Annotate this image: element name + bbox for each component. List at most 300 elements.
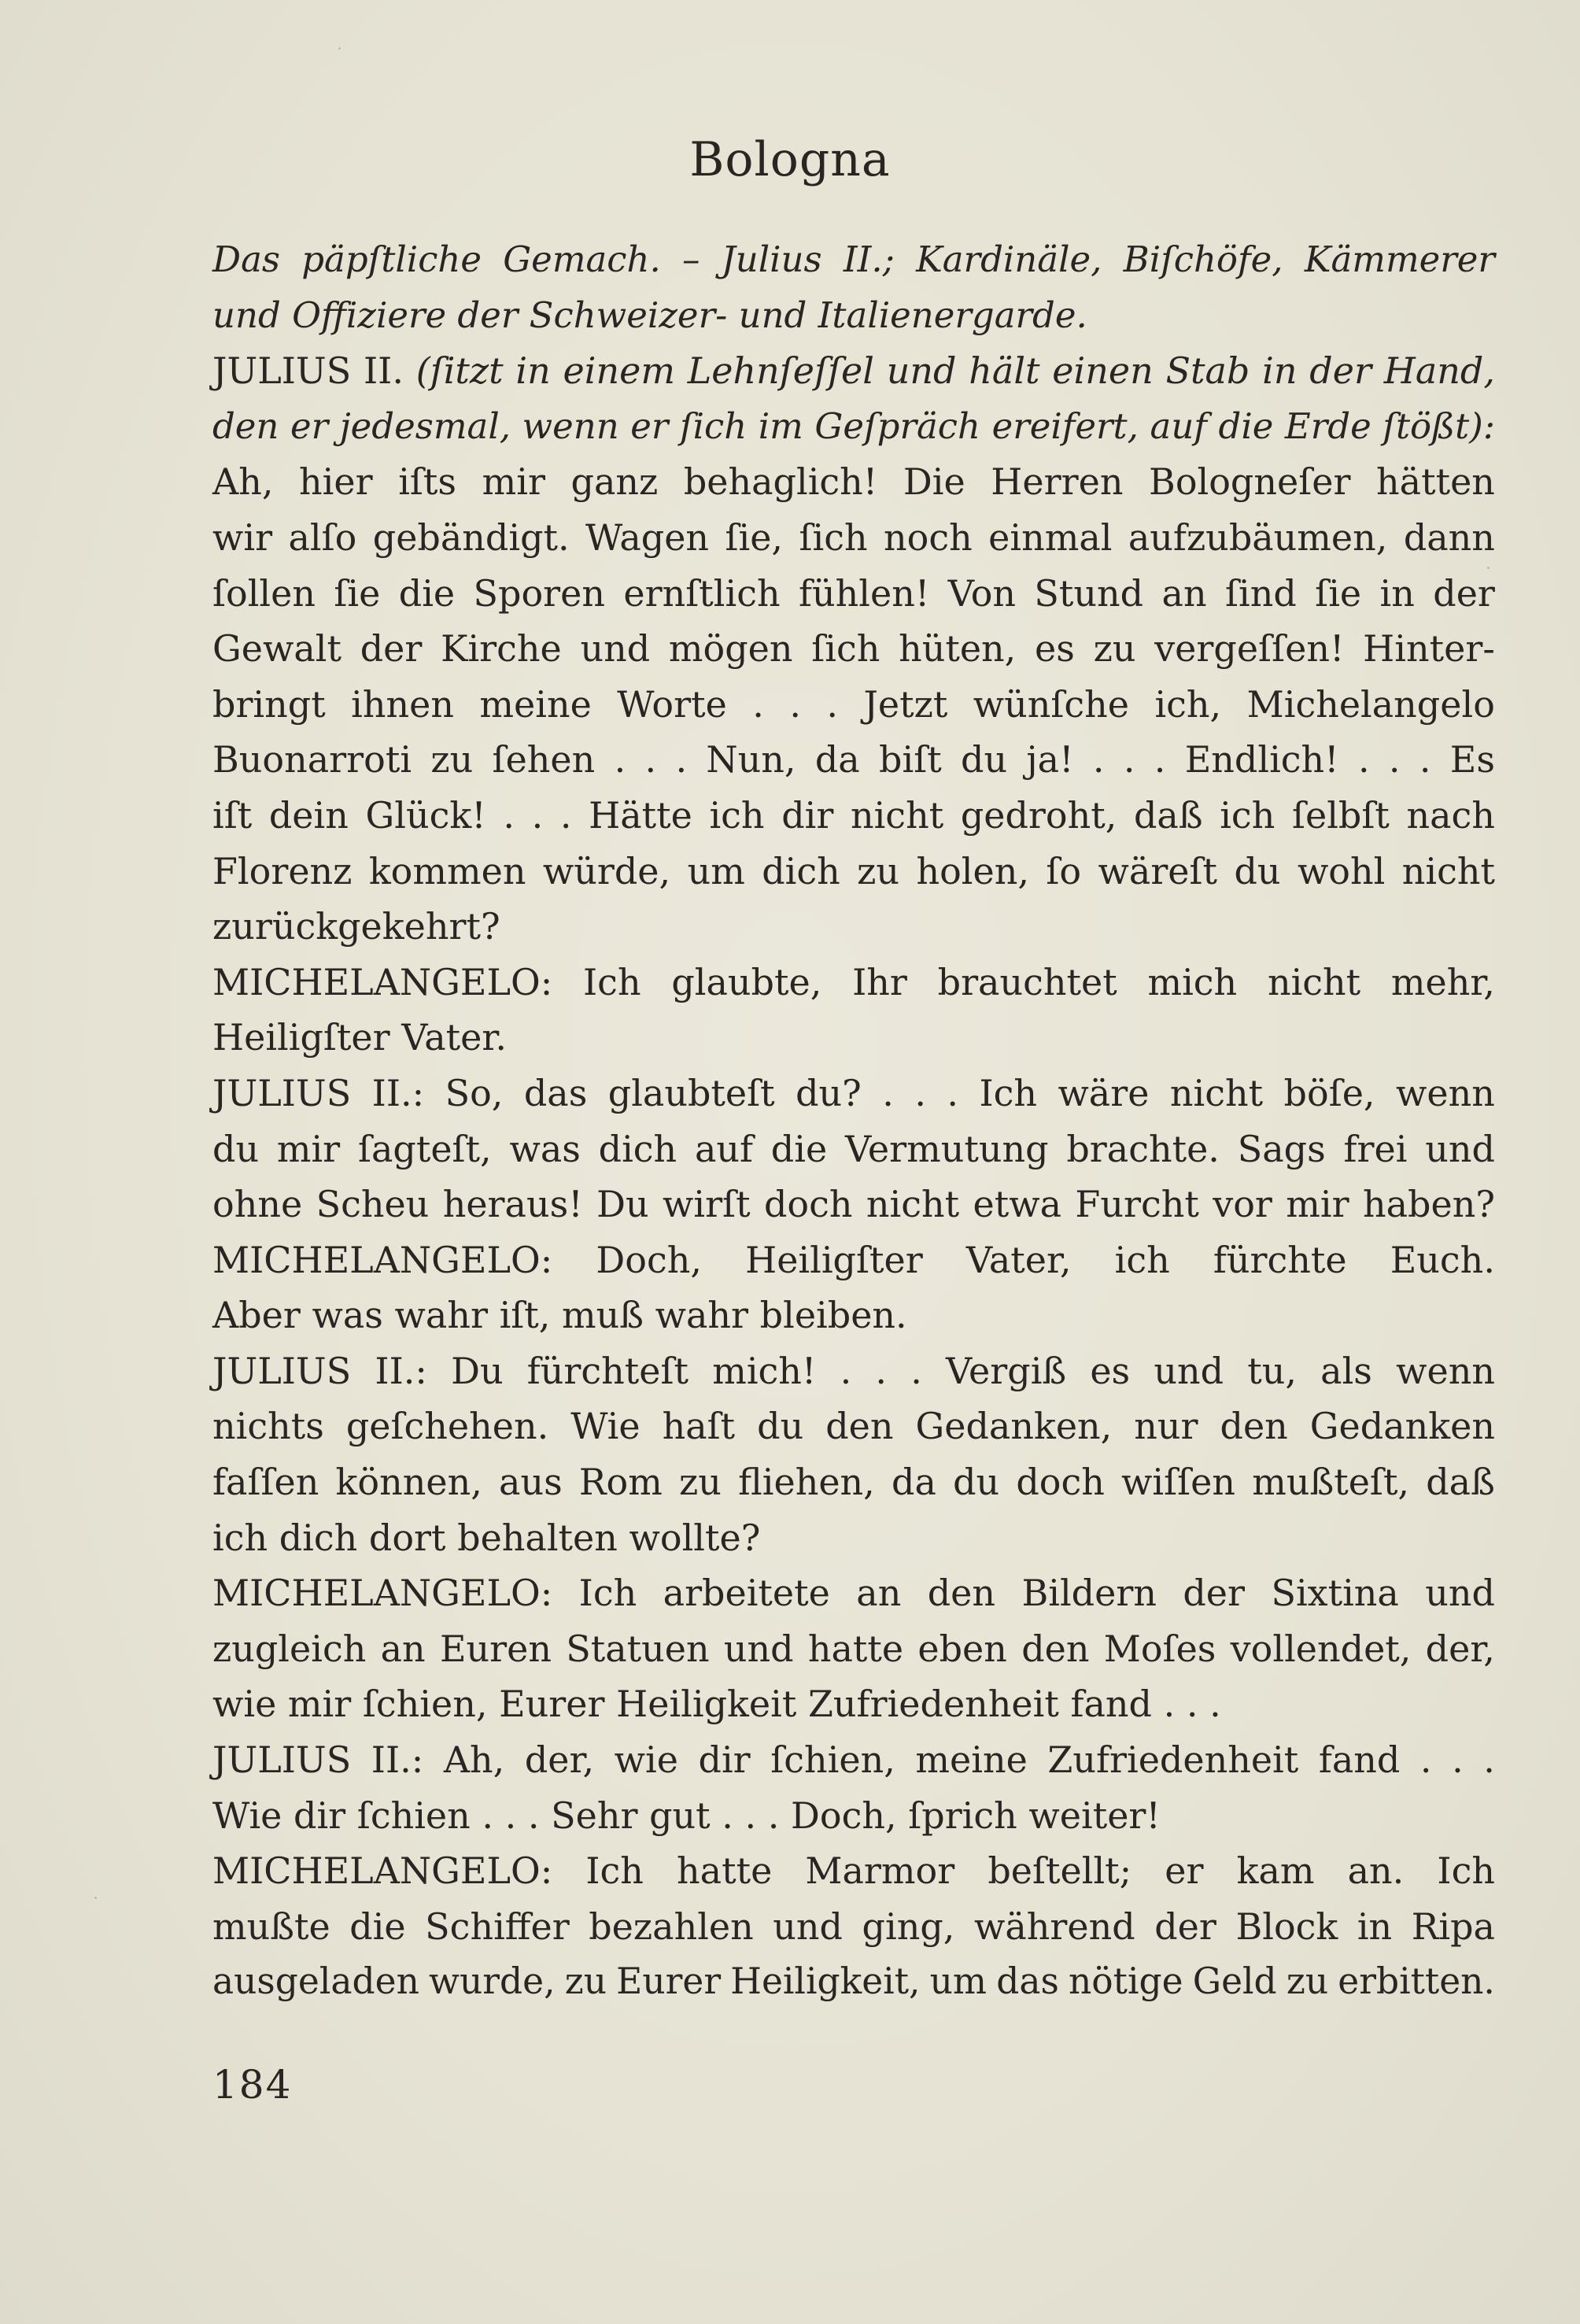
word: Das	[212, 238, 281, 280]
word: Gedanken	[1309, 1405, 1495, 1448]
word: wenn	[1396, 1349, 1495, 1392]
word: einen	[1052, 349, 1154, 393]
word: hier	[299, 460, 373, 504]
word: Zufriedenheit	[1047, 1738, 1299, 1782]
word: .	[840, 1349, 852, 1392]
line-text: wie mir ſchien, Eurer Heiligkeit Zufriedenheit fand . . .	[212, 1683, 1221, 1726]
text-block	[212, 232, 1495, 2010]
word: päpſtliche	[301, 238, 482, 280]
word: zu	[430, 738, 474, 781]
word: Block	[1235, 1905, 1338, 1948]
word: jedesmal,	[339, 405, 511, 447]
word: Gemach.	[503, 238, 661, 280]
word: und	[723, 1627, 794, 1670]
word: nach	[1406, 793, 1495, 837]
word: die	[770, 1127, 828, 1170]
text-line	[212, 1843, 1495, 1899]
word: einem	[563, 349, 675, 393]
word: an	[1161, 571, 1207, 615]
paper-speck	[338, 47, 341, 50]
word: Florenz	[212, 849, 353, 892]
word: .	[947, 1071, 958, 1114]
word: ich	[709, 793, 765, 837]
word: du?	[796, 1071, 862, 1114]
word: MICHELANGELO:	[212, 1849, 553, 1893]
word: die	[1218, 405, 1274, 447]
word: Geld	[1192, 1960, 1277, 2003]
word: den	[927, 1572, 996, 1615]
word: nicht	[1401, 849, 1495, 892]
text-line	[212, 566, 1495, 622]
word: würde,	[542, 849, 671, 892]
word: an.	[1347, 1849, 1405, 1893]
word: Moſes	[1103, 1627, 1216, 1670]
word: biſt	[879, 738, 942, 781]
line-text: und Offiziere der Schweizer- und Italienergarde.	[212, 294, 1087, 336]
word: faſſen	[212, 1461, 319, 1504]
word: nur	[1134, 1405, 1198, 1448]
word: Gewalt	[212, 627, 341, 671]
word: ich	[1114, 1238, 1170, 1281]
word: im	[758, 405, 803, 447]
word: ſich	[799, 515, 868, 559]
word: du	[953, 1461, 1000, 1504]
word: Kirche	[441, 627, 562, 671]
word: erbitten.	[1338, 1960, 1495, 2003]
word: Bologneſer	[1149, 460, 1351, 504]
word: II.;	[843, 238, 895, 280]
word: wenn	[522, 405, 619, 447]
word: dir	[781, 793, 834, 837]
word: Vater,	[965, 1238, 1072, 1281]
word: wurde,	[429, 1960, 556, 2003]
word: wohl	[1297, 849, 1386, 892]
word: Erde	[1284, 405, 1371, 447]
word: und	[1425, 1572, 1495, 1615]
word: meine	[915, 1738, 1028, 1782]
word: nicht	[1267, 960, 1361, 1003]
text-line	[212, 621, 1495, 677]
word: haben?	[1362, 1183, 1495, 1226]
word: nötige	[1068, 1960, 1183, 2003]
word: an	[856, 1572, 902, 1615]
word: MICHELANGELO:	[212, 1572, 553, 1615]
word: .	[789, 682, 801, 726]
word: bringt	[212, 682, 326, 726]
word: zu	[564, 1960, 607, 2003]
word: Schiffer	[425, 1905, 570, 1948]
word: Ah,	[443, 1738, 505, 1782]
word: während	[973, 1905, 1135, 1948]
word: Eurer	[616, 1960, 722, 2003]
word: .	[1357, 738, 1370, 781]
word: ſollen	[212, 571, 316, 615]
text-line	[212, 510, 1495, 566]
word: Vergiß	[946, 1349, 1067, 1392]
word: wäre	[1058, 1071, 1150, 1114]
word: daß	[1426, 1461, 1495, 1504]
text-line	[212, 1288, 1495, 1343]
word: bezahlen	[589, 1905, 754, 1948]
word: Kämmerer	[1304, 238, 1495, 280]
word: frei	[1343, 1127, 1408, 1170]
word: nichts	[212, 1405, 324, 1448]
word: kommen	[368, 849, 526, 892]
word: da	[814, 738, 860, 781]
word: .	[531, 793, 544, 837]
text-line	[212, 454, 1495, 510]
word: der	[1309, 349, 1371, 393]
word: behaglich!	[683, 460, 878, 504]
word: und	[773, 1905, 843, 1948]
word: ſo	[1046, 849, 1082, 892]
word: .	[875, 1349, 888, 1392]
word: fürchteſt	[526, 1349, 689, 1392]
word: das	[523, 1071, 588, 1114]
word: Jetzt	[863, 682, 948, 726]
word: einmal	[988, 515, 1113, 559]
word: Herren	[991, 460, 1124, 504]
text-line	[212, 232, 1495, 288]
word: Heiligſter	[745, 1238, 923, 1281]
text-line	[212, 1010, 1495, 1066]
word: und	[886, 349, 957, 393]
word: hätten	[1376, 460, 1495, 504]
text-line	[212, 1066, 1495, 1121]
word: doch	[763, 1183, 853, 1226]
word: zu	[1286, 1960, 1329, 2003]
word: zu	[1093, 627, 1136, 671]
word: ausgeladen	[212, 1960, 419, 2003]
word: in	[1379, 571, 1415, 615]
word: zugleich	[212, 1627, 367, 1670]
text-line	[212, 1954, 1495, 2010]
text-line	[212, 1788, 1495, 1844]
text-line	[212, 1343, 1495, 1399]
word: mir	[482, 460, 545, 504]
word: ſind	[1224, 571, 1297, 615]
word: .	[1123, 738, 1135, 781]
word: Hand,	[1383, 349, 1495, 393]
word: mir	[1286, 1183, 1349, 1226]
text-line	[212, 343, 1495, 399]
word: den	[1021, 1627, 1090, 1670]
word: brachte.	[1066, 1127, 1220, 1170]
word: Hinter-	[1363, 627, 1495, 671]
word: ſie	[1315, 571, 1362, 615]
text-line	[212, 288, 1495, 344]
text-line	[212, 788, 1495, 844]
word: Sags	[1237, 1127, 1326, 1170]
word: mich!	[712, 1349, 817, 1392]
word: Doch,	[596, 1238, 702, 1281]
word: brauchtet	[937, 960, 1117, 1003]
word: .	[1154, 738, 1166, 781]
word: iſts	[398, 460, 457, 504]
word: hält	[969, 349, 1040, 393]
word: wünſche	[973, 682, 1130, 726]
word: Worte	[617, 682, 727, 726]
word: –	[682, 238, 700, 280]
word: er	[630, 405, 669, 447]
word: Es	[1449, 738, 1495, 781]
word: Michelangelo	[1246, 682, 1495, 726]
word: .	[910, 1349, 922, 1392]
word: Glück!	[365, 793, 486, 837]
word: ſie	[334, 571, 381, 615]
word: Julius	[721, 238, 822, 280]
word: Endlich!	[1184, 738, 1339, 781]
word: .	[1419, 738, 1431, 781]
word: du	[757, 1405, 804, 1448]
text-line	[212, 1732, 1495, 1788]
word: JULIUS	[212, 1349, 352, 1392]
word: wir	[212, 515, 273, 559]
word: ſchien,	[770, 1738, 895, 1782]
word: Biſchöfe,	[1123, 238, 1283, 280]
word: den	[1220, 1405, 1288, 1448]
word: dich	[598, 1127, 677, 1170]
word: II.	[364, 349, 404, 393]
word: beſtellt;	[988, 1849, 1132, 1893]
word: und	[580, 627, 651, 671]
word: geſchehen.	[345, 1405, 549, 1448]
text-line	[212, 1177, 1495, 1232]
word: Ah,	[212, 460, 274, 504]
word: hüten,	[899, 627, 1017, 671]
word: Ripa	[1411, 1905, 1495, 1948]
word: der	[1433, 571, 1495, 615]
text-line	[212, 1121, 1495, 1177]
word: Von	[947, 571, 1017, 615]
text-line	[212, 844, 1495, 900]
word: in	[1262, 349, 1298, 393]
line-text: Heiligſter Vater.	[212, 1016, 507, 1059]
word: .	[826, 682, 838, 726]
word: doch	[1016, 1461, 1105, 1504]
word: um	[687, 849, 745, 892]
word: Hätte	[589, 793, 692, 837]
word: .	[1092, 738, 1105, 781]
word: der	[1154, 1905, 1216, 1948]
paper-speck	[94, 1897, 97, 1899]
word: Ich	[583, 960, 641, 1003]
word: .	[644, 738, 657, 781]
word: alſo	[288, 515, 357, 559]
word: wäreſt	[1098, 849, 1218, 892]
word: ganz	[570, 460, 659, 504]
word: Rom	[578, 1461, 663, 1504]
word: noch	[884, 515, 973, 559]
word: .	[914, 1071, 926, 1114]
word: der	[360, 627, 423, 671]
word: Wie	[570, 1405, 640, 1448]
word: .	[752, 682, 764, 726]
word: er	[290, 405, 329, 447]
word: ihnen	[351, 682, 454, 726]
line-text: zurückgekehrt?	[212, 905, 500, 948]
word: dein	[268, 793, 349, 837]
word: JULIUS	[212, 349, 352, 393]
word: fühlen!	[798, 571, 930, 615]
word: auf	[694, 1127, 754, 1170]
word: Du	[596, 1183, 649, 1226]
word: Sporen	[473, 571, 606, 615]
word: tu,	[1247, 1349, 1297, 1392]
word: .	[503, 793, 515, 837]
word: Kardinäle,	[916, 238, 1102, 280]
word: ſie,	[725, 515, 784, 559]
word: ſich	[811, 627, 880, 671]
word: du	[961, 738, 1008, 781]
word: nicht	[850, 793, 944, 837]
word: Ich	[979, 1071, 1037, 1114]
text-line	[212, 1899, 1495, 1955]
word: der	[1183, 1572, 1246, 1615]
word: Ich	[1437, 1849, 1495, 1893]
word: ſehen	[492, 738, 596, 781]
word: ſelbſt	[1291, 793, 1390, 837]
word: als	[1320, 1349, 1372, 1392]
line-text: Aber was wahr iſt, muß wahr bleiben.	[212, 1294, 907, 1337]
word: was	[509, 1127, 581, 1170]
word: ging,	[862, 1905, 955, 1948]
word: haſt	[662, 1405, 736, 1448]
word: gebändigt.	[372, 515, 570, 559]
word: ereifert,	[991, 405, 1139, 447]
word: wiſſen	[1121, 1461, 1236, 1504]
word: vor	[1213, 1183, 1272, 1226]
word: mögen	[668, 627, 793, 671]
word: mehr,	[1390, 960, 1495, 1003]
word: ich,	[1154, 682, 1222, 726]
word: .	[1388, 738, 1401, 781]
word: du	[212, 1127, 260, 1170]
word: Ich	[585, 1849, 644, 1893]
word: der,	[1425, 1627, 1495, 1670]
text-line	[212, 1398, 1495, 1454]
word: Stund	[1034, 571, 1144, 615]
word: JULIUS	[212, 1071, 352, 1114]
word: Euren	[439, 1627, 552, 1670]
word: JULIUS	[212, 1738, 352, 1782]
word: du	[1234, 849, 1281, 892]
word: glaubte,	[671, 960, 822, 1003]
word: ernſtlich	[623, 571, 781, 615]
word: mir	[276, 1127, 341, 1170]
word: um	[929, 1960, 988, 2003]
word: MICHELANGELO:	[212, 1238, 553, 1281]
word: an	[380, 1627, 426, 1670]
word: iſt	[212, 793, 253, 837]
word: auf	[1150, 405, 1207, 447]
word: vollendet,	[1230, 1627, 1412, 1670]
word: Furcht	[1075, 1183, 1199, 1226]
word: wenn	[1396, 1071, 1495, 1114]
word: etwa	[973, 1183, 1062, 1226]
word: Bildern	[1021, 1572, 1157, 1615]
word: dann	[1403, 515, 1495, 559]
page-number: 184	[212, 2062, 293, 2108]
word: Buonarroti	[212, 738, 412, 781]
word: mußteſt,	[1252, 1461, 1410, 1504]
word: Vermutung	[844, 1127, 1049, 1170]
word: Heiligkeit,	[730, 1960, 921, 2003]
word: wirſt	[662, 1183, 751, 1226]
word: (ſitzt	[415, 349, 504, 393]
word: heraus!	[442, 1183, 583, 1226]
word: Die	[903, 460, 965, 504]
word: es	[1090, 1349, 1131, 1392]
word: .	[1419, 1738, 1432, 1782]
word: das	[996, 1960, 1059, 2003]
running-head: Bologna	[689, 132, 891, 187]
word: die	[349, 1905, 406, 1948]
word: Scheu	[316, 1183, 430, 1226]
word: böſe,	[1283, 1071, 1375, 1114]
word: können,	[335, 1461, 482, 1504]
word: den	[212, 405, 279, 447]
text-line	[212, 1232, 1495, 1288]
word: holen,	[916, 849, 1029, 892]
word: ich	[1220, 793, 1275, 837]
text-line	[212, 1676, 1495, 1732]
word: .	[1452, 1738, 1464, 1782]
word: meine	[479, 682, 592, 726]
word: mich	[1147, 960, 1238, 1003]
word: da	[892, 1461, 936, 1504]
word: Du	[451, 1349, 504, 1392]
word: ſtößt):	[1382, 405, 1495, 447]
word: So,	[445, 1071, 504, 1114]
word: in	[515, 349, 551, 393]
text-line	[212, 1454, 1495, 1510]
word: aufzubäumen,	[1128, 515, 1388, 559]
word: fand	[1318, 1738, 1401, 1782]
text-line	[212, 955, 1495, 1011]
word: aus	[499, 1461, 563, 1504]
word: Gedanken,	[915, 1405, 1113, 1448]
text-line	[212, 1621, 1495, 1677]
word: er	[1165, 1849, 1204, 1893]
word: .	[559, 793, 572, 837]
word: Euch.	[1390, 1238, 1495, 1281]
word: Nun,	[706, 738, 796, 781]
word: die	[398, 571, 456, 615]
word: .	[675, 738, 688, 781]
word: zu	[857, 849, 900, 892]
word: gedroht,	[960, 793, 1117, 837]
word: II.:	[371, 1071, 425, 1114]
word: .	[882, 1071, 894, 1114]
text-line	[212, 677, 1495, 733]
word: Lehnſeſſel	[687, 349, 874, 393]
word: und	[1425, 1127, 1495, 1170]
word: der,	[524, 1738, 595, 1782]
word: ſagteſt,	[357, 1127, 492, 1170]
word: es	[1035, 627, 1075, 671]
word: kam	[1236, 1849, 1315, 1893]
word: Marmor	[805, 1849, 955, 1893]
text-line	[212, 399, 1495, 455]
word: ohne	[212, 1183, 303, 1226]
text-line	[212, 732, 1495, 788]
word: Ich	[578, 1572, 637, 1615]
word: daß	[1133, 793, 1203, 837]
word: nicht	[1169, 1071, 1264, 1114]
word: zu	[679, 1461, 722, 1504]
word: MICHELANGELO:	[212, 960, 553, 1003]
